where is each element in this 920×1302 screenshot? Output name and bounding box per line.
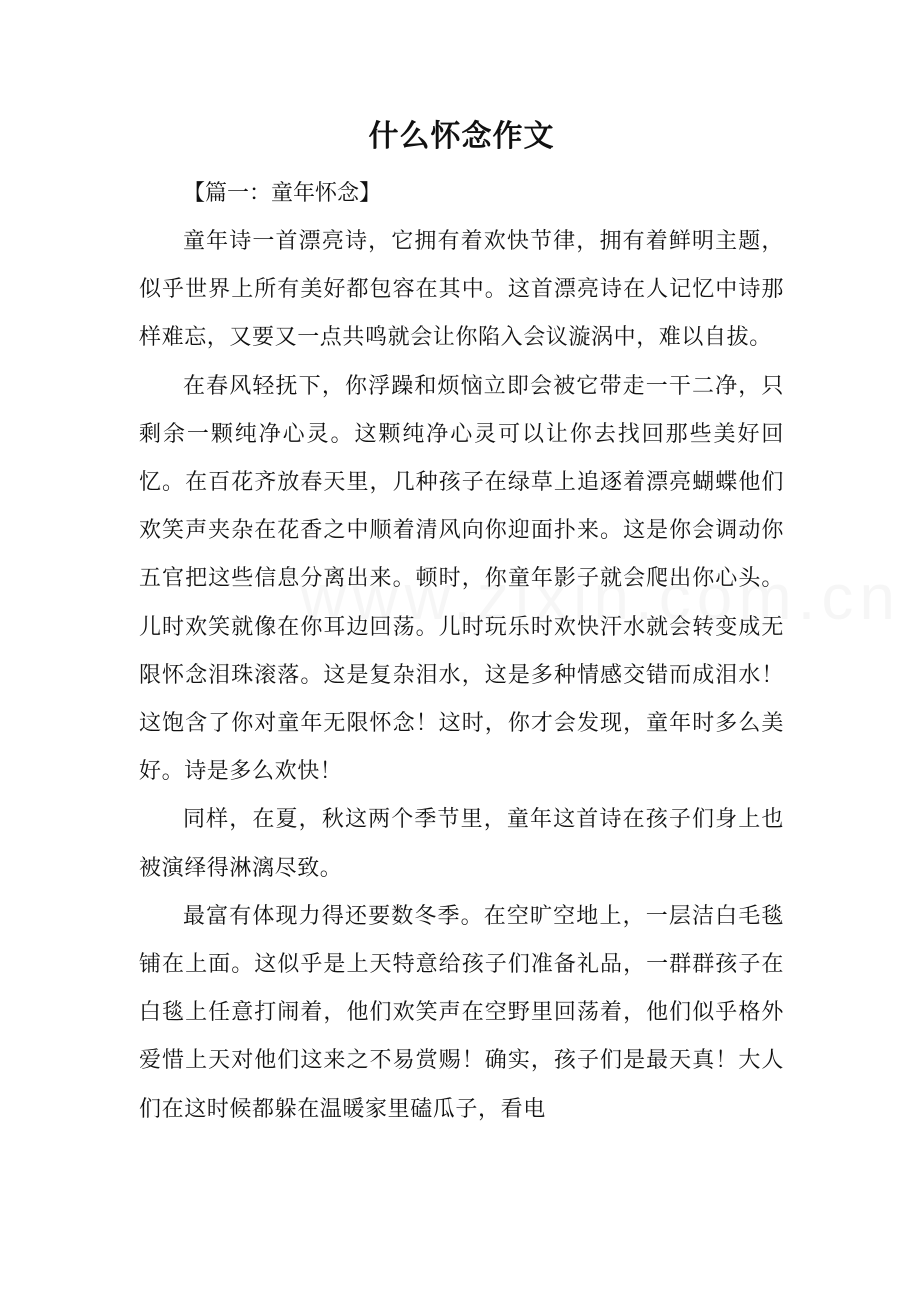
paragraph-1: 童年诗一首漂亮诗，它拥有着欢快节律，拥有着鲜明主题，似乎世界上所有美好都包容在其中。这首漂亮诗在人记忆中诗那样难忘，又要又一点共鸣就会让你陷入会议漩涡中，难以自拔。: [139, 229, 784, 351]
paragraph-4: 最富有体现力得还要数冬季。在空旷空地上，一层洁白毛毯铺在上面。这似乎是上天特意给孩子们准备礼品，一群群孩子在白毯上任意打闹着，他们欢笑声在空野里回荡着，他们似乎格外爱惜上天对他们这来之不易赏赐！确实，孩子们是最天真！大人们在这时候都躲在温暖家里磕瓜子，看电: [139, 903, 784, 1122]
document-body: [139, 108, 784, 1134]
section-heading: 【篇一：童年怀念】: [183, 181, 382, 206]
paragraph-3: 同样，在夏，秋这两个季节里，童年这首诗在孩子们身上也被演绎得淋漓尽致。: [139, 807, 784, 881]
paragraph-2: 在春风轻抚下，你浮躁和烦恼立即会被它带走一干二净，只剩余一颗纯净心灵。这颗纯净心灵可以让你去找回那些美好回忆。在百花齐放春天里，几种孩子在绿草上追逐着漂亮蝴蝶他们欢笑声夹杂在花香之中顺着清风向你迎面扑来。这是你会调动你五官把这些信息分离出来。顿时，你童年影子就会爬出你心头。儿时欢笑就像在你耳边回荡。儿时玩乐时欢快汗水就会转变成无限怀念泪珠滚落。这是复杂泪水，这是多种情感交错而成泪水！这饱含了你对童年无限怀念！这时，你才会发现，童年时多么美好。诗是多么欢快！: [139, 373, 784, 785]
page-title: 什么怀念作文: [368, 119, 555, 154]
